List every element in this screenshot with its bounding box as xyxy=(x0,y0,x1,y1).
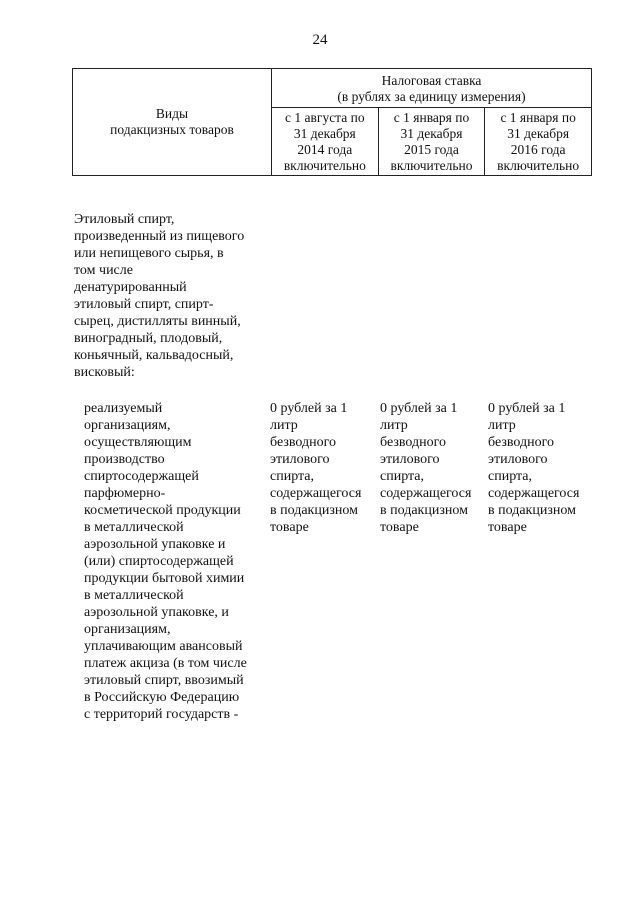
subproduct-line: продукции бытовой химии xyxy=(84,571,245,586)
product-line: коньячный, кальвадосный, xyxy=(74,348,234,363)
period-line: 31 декабря xyxy=(293,125,356,141)
rate-line: в подакцизном xyxy=(380,503,468,518)
excise-goods-kinds-header xyxy=(73,69,272,176)
rate-line: 0 рублей за 1 xyxy=(380,401,458,416)
subproduct-line: осуществляющим xyxy=(84,435,192,450)
subproduct-line: аэрозольной упаковке, и xyxy=(84,605,229,620)
subproduct-line: организациям, xyxy=(84,622,171,637)
product-line: виноградный, плодовый, xyxy=(74,331,223,346)
tax-rate-header-line: Налоговая ставка xyxy=(381,73,482,88)
tax-rate-header-table xyxy=(72,68,592,176)
product-line: денатурированный xyxy=(74,280,187,295)
rate-line: спирта, xyxy=(488,469,533,484)
period-header-2016 xyxy=(485,108,592,176)
period-line: 2016 года xyxy=(510,141,566,157)
rate-line: этилового xyxy=(270,452,330,467)
rate-line: содержащегося xyxy=(488,486,580,501)
period-header-2015 xyxy=(378,108,485,176)
rate-line: спирта, xyxy=(380,469,425,484)
rate-line: этилового xyxy=(380,452,440,467)
rate-line: этилового xyxy=(488,452,548,467)
subproduct-line: в Российскую Федерацию xyxy=(84,690,240,705)
rate-value-2014 xyxy=(270,400,376,536)
subproduct-line: в металлической xyxy=(84,520,184,535)
tax-rate-header xyxy=(272,69,592,108)
subproduct-line: аэрозольной упаковке и xyxy=(84,537,226,552)
product-line: произведенный из пищевого xyxy=(74,229,245,244)
rate-line: 0 рублей за 1 xyxy=(270,401,348,416)
kinds-header-line: Виды xyxy=(155,106,189,121)
product-line: Этиловый спирт, xyxy=(74,212,175,227)
rate-line: безводного xyxy=(488,435,554,450)
page-number: 24 xyxy=(312,32,328,48)
subproduct-line: платеж акциза (в том числе xyxy=(84,656,247,671)
period-header-2014 xyxy=(272,108,379,176)
tax-rate-header-line: (в рублях за единицу измерения) xyxy=(337,89,526,104)
subproduct-line: уплачивающим авансовый xyxy=(84,639,243,654)
rate-line: товаре xyxy=(380,520,419,535)
subproduct-line: (или) спиртосодержащей xyxy=(84,554,234,569)
subproduct-line: с территорий государств - xyxy=(84,707,239,722)
product-line: или непищевого сырья, в xyxy=(74,246,224,261)
rate-line: 0 рублей за 1 xyxy=(488,401,566,416)
kinds-header-line: подакцизных товаров xyxy=(110,122,234,137)
rate-line: в подакцизном xyxy=(488,503,576,518)
rate-line: безводного xyxy=(380,435,446,450)
subproduct-line: этиловый спирт, ввозимый xyxy=(84,673,244,688)
product-line: этиловый спирт, спирт- xyxy=(74,297,214,312)
rate-line: литр xyxy=(380,418,408,433)
product-description xyxy=(74,211,264,381)
rate-line: в подакцизном xyxy=(270,503,358,518)
rate-line: литр xyxy=(488,418,516,433)
product-line: висковый: xyxy=(74,365,135,380)
product-line: сырец, дистилляты винный, xyxy=(74,314,241,329)
rate-line: безводного xyxy=(270,435,336,450)
rate-line: содержащегося xyxy=(380,486,472,501)
subproduct-line: косметической продукции xyxy=(84,503,241,518)
product-line: том числе xyxy=(74,263,133,278)
subproduct-description xyxy=(84,400,264,723)
rate-line: спирта, xyxy=(270,469,315,484)
subproduct-line: в металлической xyxy=(84,588,184,603)
rate-line: товаре xyxy=(488,520,527,535)
period-line: 2014 года xyxy=(297,141,353,157)
subproduct-line: парфюмерно- xyxy=(84,486,166,501)
period-line: 2015 года xyxy=(404,141,459,157)
period-line: с 1 января по xyxy=(500,109,576,125)
period-line: включительно xyxy=(497,157,580,173)
rate-line: товаре xyxy=(270,520,309,535)
period-line: включительно xyxy=(283,157,366,173)
subproduct-line: реализуемый xyxy=(84,401,163,416)
period-line: 31 декабря xyxy=(400,125,463,141)
rate-line: содержащегося xyxy=(270,486,362,501)
subproduct-line: производство xyxy=(84,452,165,467)
subproduct-line: спиртосодержащей xyxy=(84,469,199,484)
period-line: включительно xyxy=(390,157,473,173)
period-line: с 1 августа по xyxy=(285,109,365,125)
rate-value-2016 xyxy=(488,400,594,536)
rate-value-2015 xyxy=(380,400,486,536)
period-line: 31 декабря xyxy=(507,125,570,141)
subproduct-line: организациям, xyxy=(84,418,171,433)
rate-line: литр xyxy=(270,418,298,433)
period-line: с 1 января по xyxy=(393,109,470,125)
